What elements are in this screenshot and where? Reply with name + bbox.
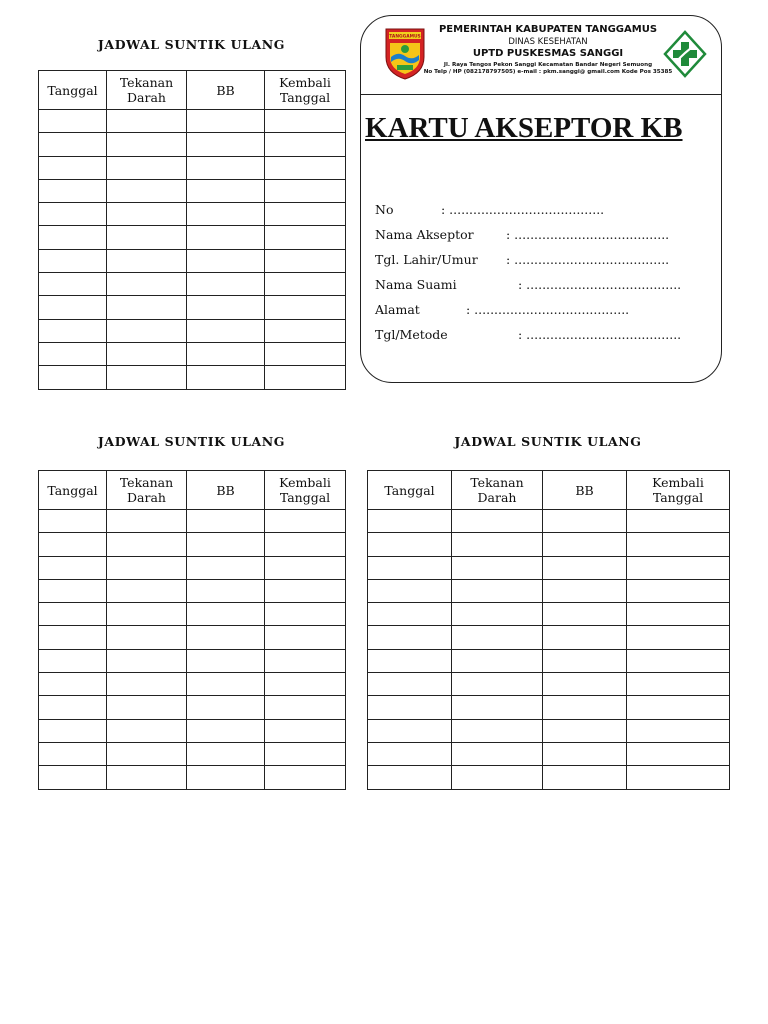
schedule-title-bottom-left: JADWAL SUNTIK ULANG — [97, 434, 286, 449]
table-row — [368, 579, 730, 602]
table-cell — [368, 766, 452, 789]
acceptor-card — [360, 15, 722, 383]
table-cell — [187, 133, 265, 156]
table-cell — [107, 603, 187, 626]
field-label: No — [375, 202, 394, 217]
table-cell — [627, 626, 730, 649]
table-cell — [39, 626, 107, 649]
letterhead-line-contact: No Telp / HP (082178797505) e-mail : pkm.sanggi@ gmail.com Kode Pos 35385 — [423, 69, 673, 75]
table-cell — [187, 719, 265, 742]
table-cell — [452, 719, 543, 742]
table-cell — [39, 649, 107, 672]
table-cell — [368, 696, 452, 719]
table-cell — [187, 649, 265, 672]
table-cell — [627, 719, 730, 742]
table-cell — [39, 742, 107, 765]
table-row — [39, 649, 346, 672]
table-cell — [265, 319, 346, 342]
table-cell — [187, 249, 265, 272]
table-cell — [627, 742, 730, 765]
table-cell — [107, 533, 187, 556]
table-cell — [107, 203, 187, 226]
table-cell — [107, 510, 187, 533]
table-cell — [39, 533, 107, 556]
table-cell — [187, 273, 265, 296]
table-cell — [543, 556, 627, 579]
col-header-bb: BB — [187, 471, 265, 510]
table-cell — [107, 319, 187, 342]
table-cell — [368, 579, 452, 602]
table-cell — [265, 179, 346, 202]
table-cell — [452, 510, 543, 533]
col-header-kembali-tanggal: Kembali Tanggal — [265, 471, 346, 510]
table-cell — [39, 273, 107, 296]
table-cell — [39, 673, 107, 696]
table-cell — [265, 203, 346, 226]
table-cell — [39, 133, 107, 156]
table-row — [39, 226, 346, 249]
table-cell — [39, 203, 107, 226]
table-cell — [265, 603, 346, 626]
table-row — [39, 179, 346, 202]
table-row — [368, 673, 730, 696]
table-cell — [265, 510, 346, 533]
field-label: Tgl/Metode — [375, 327, 448, 342]
table-cell — [627, 510, 730, 533]
table-cell — [368, 742, 452, 765]
table-cell — [187, 226, 265, 249]
table-cell — [107, 273, 187, 296]
col-header-tekanan-darah: Tekanan Darah — [107, 471, 187, 510]
table-cell — [265, 296, 346, 319]
table-cell — [187, 156, 265, 179]
table-cell — [265, 742, 346, 765]
table-cell — [265, 533, 346, 556]
table-cell — [452, 696, 543, 719]
table-cell — [107, 626, 187, 649]
table-cell — [543, 696, 627, 719]
table-cell — [107, 133, 187, 156]
table-row — [39, 203, 346, 226]
table-cell — [543, 673, 627, 696]
table-header-row — [368, 471, 730, 510]
logo-left-text: TANGGAMUS — [389, 34, 421, 40]
table-cell — [39, 249, 107, 272]
table-cell — [39, 579, 107, 602]
table-cell — [368, 556, 452, 579]
table-cell — [107, 719, 187, 742]
col-header-tekanan-darah: Tekanan Darah — [452, 471, 543, 510]
table-cell — [368, 649, 452, 672]
table-row — [39, 342, 346, 365]
schedule-table-top-left — [38, 70, 346, 390]
table-cell — [107, 110, 187, 133]
table-row — [368, 510, 730, 533]
table-cell — [187, 673, 265, 696]
table-cell — [107, 649, 187, 672]
table-cell — [627, 673, 730, 696]
letterhead-line-government: PEMERINTAH KABUPATEN TANGGAMUS — [438, 24, 658, 35]
table-cell — [187, 179, 265, 202]
table-cell — [265, 556, 346, 579]
table-cell — [452, 626, 543, 649]
schedule-title-bottom-right: JADWAL SUNTIK ULANG — [454, 434, 642, 449]
table-cell — [187, 342, 265, 365]
schedule-table-bottom-right — [367, 470, 730, 790]
table-cell — [265, 766, 346, 789]
table-cell — [187, 533, 265, 556]
table-row — [39, 319, 346, 342]
table-cell — [187, 319, 265, 342]
col-header-bb: BB — [187, 71, 265, 110]
table-cell — [187, 766, 265, 789]
field-value: : ....................................... — [518, 277, 682, 292]
table-cell — [39, 766, 107, 789]
puskesmas-cross-logo — [663, 30, 707, 82]
table-cell — [39, 296, 107, 319]
col-header-kembali-tanggal: Kembali Tanggal — [627, 471, 730, 510]
table-cell — [39, 110, 107, 133]
table-cell — [107, 296, 187, 319]
table-cell — [107, 579, 187, 602]
table-cell — [39, 366, 107, 389]
field-value: : ....................................... — [518, 327, 682, 342]
table-cell — [368, 626, 452, 649]
table-cell — [543, 649, 627, 672]
col-header-kembali-tanggal: Kembali Tanggal — [265, 71, 346, 110]
table-cell — [187, 579, 265, 602]
table-cell — [452, 579, 543, 602]
table-row — [368, 603, 730, 626]
table-cell — [187, 366, 265, 389]
table-cell — [39, 342, 107, 365]
table-row — [39, 249, 346, 272]
table-cell — [265, 249, 346, 272]
table-cell — [187, 296, 265, 319]
table-cell — [265, 719, 346, 742]
table-cell — [265, 579, 346, 602]
field-label: Nama Akseptor — [375, 227, 474, 242]
table-cell — [265, 696, 346, 719]
table-cell — [107, 742, 187, 765]
col-header-tanggal: Tanggal — [39, 471, 107, 510]
table-row — [39, 273, 346, 296]
table-cell — [39, 719, 107, 742]
table-cell — [39, 603, 107, 626]
table-cell — [187, 742, 265, 765]
table-cell — [368, 603, 452, 626]
table-cell — [39, 226, 107, 249]
table-cell — [187, 110, 265, 133]
table-cell — [543, 766, 627, 789]
letterhead-line-department: DINAS KESEHATAN — [508, 37, 588, 47]
table-cell — [187, 626, 265, 649]
table-cell — [627, 649, 730, 672]
field-value: : ....................................... — [441, 202, 605, 217]
table-cell — [627, 766, 730, 789]
table-cell — [368, 510, 452, 533]
table-row — [368, 696, 730, 719]
table-cell — [543, 742, 627, 765]
table-row — [39, 719, 346, 742]
table-cell — [265, 133, 346, 156]
field-label: Alamat — [375, 302, 420, 317]
table-cell — [39, 696, 107, 719]
table-cell — [187, 696, 265, 719]
table-cell — [265, 673, 346, 696]
table-cell — [452, 766, 543, 789]
table-cell — [107, 673, 187, 696]
table-row — [39, 603, 346, 626]
table-cell — [107, 342, 187, 365]
regency-crest-logo — [383, 27, 427, 85]
table-cell — [39, 510, 107, 533]
table-row — [39, 366, 346, 389]
table-cell — [265, 626, 346, 649]
table-cell — [543, 533, 627, 556]
table-row — [368, 649, 730, 672]
schedule-title-top-left: JADWAL SUNTIK ULANG — [97, 37, 286, 52]
table-row — [39, 696, 346, 719]
field-value: : ....................................... — [506, 252, 670, 267]
table-cell — [107, 366, 187, 389]
table-cell — [452, 673, 543, 696]
table-cell — [627, 533, 730, 556]
table-row — [368, 766, 730, 789]
table-cell — [452, 556, 543, 579]
table-cell — [265, 366, 346, 389]
table-cell — [107, 179, 187, 202]
table-row — [368, 626, 730, 649]
field-label: Tgl. Lahir/Umur — [375, 252, 478, 267]
table-cell — [452, 533, 543, 556]
table-cell — [39, 179, 107, 202]
table-row — [39, 556, 346, 579]
card-letterhead — [361, 16, 721, 95]
table-cell — [543, 719, 627, 742]
table-row — [39, 742, 346, 765]
table-cell — [39, 156, 107, 179]
table-cell — [627, 579, 730, 602]
field-value: : ....................................... — [466, 302, 630, 317]
table-row — [39, 626, 346, 649]
table-row — [39, 533, 346, 556]
table-cell — [265, 649, 346, 672]
schedule-table-bottom-left — [38, 470, 346, 790]
table-cell — [452, 649, 543, 672]
table-row — [39, 510, 346, 533]
table-row — [39, 296, 346, 319]
table-cell — [452, 742, 543, 765]
table-header-row — [39, 71, 346, 110]
table-cell — [627, 556, 730, 579]
table-cell — [368, 533, 452, 556]
table-row — [368, 556, 730, 579]
table-cell — [187, 556, 265, 579]
col-header-bb: BB — [543, 471, 627, 510]
table-row — [39, 766, 346, 789]
table-cell — [39, 319, 107, 342]
table-cell — [187, 510, 265, 533]
letterhead-line-address: Jl. Raya Tengos Pekon Sanggi Kecamatan Bandar Negeri Semuong — [443, 62, 653, 68]
field-label: Nama Suami — [375, 277, 457, 292]
table-cell — [107, 226, 187, 249]
table-row — [39, 110, 346, 133]
table-row — [368, 719, 730, 742]
table-cell — [107, 249, 187, 272]
col-header-tanggal: Tanggal — [39, 71, 107, 110]
table-cell — [627, 696, 730, 719]
table-row — [39, 673, 346, 696]
table-cell — [187, 203, 265, 226]
table-cell — [543, 603, 627, 626]
table-cell — [627, 603, 730, 626]
table-row — [368, 533, 730, 556]
letterhead-line-puskesmas: UPTD PUSKESMAS SANGGI — [472, 48, 624, 59]
table-row — [39, 156, 346, 179]
table-cell — [265, 342, 346, 365]
table-cell — [368, 673, 452, 696]
table-cell — [265, 273, 346, 296]
table-cell — [187, 603, 265, 626]
col-header-tekanan-darah: Tekanan Darah — [107, 71, 187, 110]
table-cell — [543, 626, 627, 649]
table-cell — [265, 226, 346, 249]
table-cell — [543, 579, 627, 602]
table-cell — [107, 156, 187, 179]
table-header-row — [39, 471, 346, 510]
table-cell — [107, 696, 187, 719]
table-cell — [368, 719, 452, 742]
table-row — [368, 742, 730, 765]
table-cell — [107, 556, 187, 579]
card-title: KARTU AKSEPTOR KB — [365, 112, 683, 144]
table-cell — [107, 766, 187, 789]
table-cell — [452, 603, 543, 626]
field-value: : ....................................... — [506, 227, 670, 242]
table-cell — [265, 156, 346, 179]
table-row — [39, 133, 346, 156]
col-header-tanggal: Tanggal — [368, 471, 452, 510]
table-cell — [543, 510, 627, 533]
table-cell — [39, 556, 107, 579]
table-cell — [265, 110, 346, 133]
table-row — [39, 579, 346, 602]
